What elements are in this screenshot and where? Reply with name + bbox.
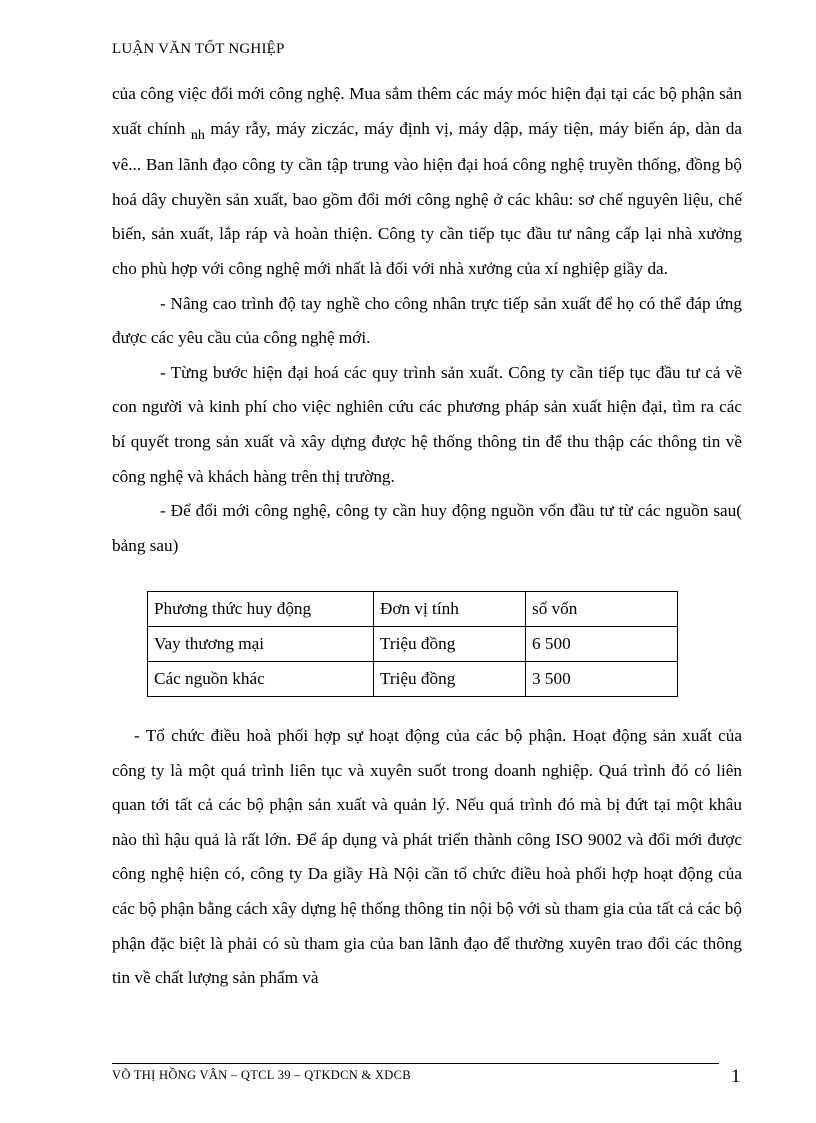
page-number: 1	[731, 1066, 741, 1087]
table-row	[148, 662, 678, 697]
paragraph-technology-renewal	[112, 77, 742, 287]
table-cell: Triệu đồng	[374, 627, 526, 662]
paragraph-coordination: - Tổ chức điều hoà phối hợp sự hoạt động của các bộ phận. Hoạt động sản xuất của công ty là một quá trình liên tục và xuyên suốt trong doanh nghiệp. Quá trình đó có liên quan tới tất cả các bộ phận sản xuất và quản lý. Nếu quá trình đó mà bị đứt tại một khâu nào thì hậu quả là rất lớn. Để áp dụng và phát triển thành công ISO 9002 và đổi mới được công nghệ hiện có, công ty Da giầy Hà Nội cần tổ chức điều hoà phối hợp hoạt động của các bộ phận bằng cách xây dựng hệ thống thông tin nội bộ với sù tham gia của tất cả các bộ phận đặc biệt là phải có sù tham gia của ban lãnh đạo để thường xuyên trao đổi các thông tin về chất lượng sản phẩm và	[112, 726, 742, 988]
table-header-row	[148, 592, 678, 627]
paragraph-text: của công việc đổi mới công nghệ. Mua sắm thêm các máy móc hiện đại tại các bộ phận sản xuất chính	[112, 84, 742, 138]
paragraph-funding-intro: - Để đổi mới công nghệ, công ty cần huy động nguồn vốn đầu tư từ các nguồn sau( bảng sau)	[112, 501, 742, 555]
paragraph-worker-skills: - Nâng cao trình độ tay nghề cho công nhân trực tiếp sản xuất để họ có thể đáp ứng được các yêu cầu của công nghệ mới.	[112, 293, 742, 348]
table-cell: 6 500	[526, 627, 678, 662]
funding-table	[147, 591, 678, 697]
footer-author: VÕ THỊ HỒNG VÂN – QTCL 39 – QTKDCN & XDCB	[112, 1068, 411, 1082]
table-header-cell: Phương thức huy động	[148, 592, 374, 627]
table-header-cell: Đơn vị tính	[374, 592, 526, 627]
paragraph-modernize-process: - Từng bước hiện đại hoá các quy trình sản xuất. Công ty cần tiếp tục đầu tư cả về con người và kinh phí cho việc nghiên cứu các phương pháp sản xuất hiện đại, tìm ra các bí quyết trong sản xuất và xây dựng được hệ thống thông tin để thu thập các thông tin về công nghệ và khách hàng trên thị trường.	[112, 362, 742, 486]
table-row	[148, 627, 678, 662]
body-text-bottom	[112, 719, 742, 996]
table-cell: Vay thương mại	[148, 627, 374, 662]
table-header-cell: số vốn	[526, 592, 678, 627]
running-header: LUẬN VĂN TỐT NGHIỆP	[112, 41, 285, 57]
table-cell: 3 500	[526, 662, 678, 697]
body-text-top	[112, 77, 742, 563]
table-cell: Triệu đồng	[374, 662, 526, 697]
paragraph-text: máy rẫy, máy ziczác, máy định vị, máy dập, máy tiện, máy biến áp, dàn da vê... Ban lãnh đạo công ty cần tập trung vào hiện đại hoá công nghệ truyền thống, đồng bộ hoá dây chuyền sản xuất, bao gồm đổi mới công nghệ ở các khâu: sơ chế nguyên liệu, chế biến, sản xuất, lắp ráp và hoàn thiện. Công ty cần tiếp tục đầu tư nâng cấp lại nhà xưởng cho phù hợp với công nghệ mới nhất là đối với nhà xưởng của xí nghiệp giầy da.	[112, 118, 742, 278]
table-cell: Các nguồn khác	[148, 662, 374, 697]
subscript-fragment: nh	[190, 127, 205, 143]
footer-divider	[112, 1063, 719, 1064]
